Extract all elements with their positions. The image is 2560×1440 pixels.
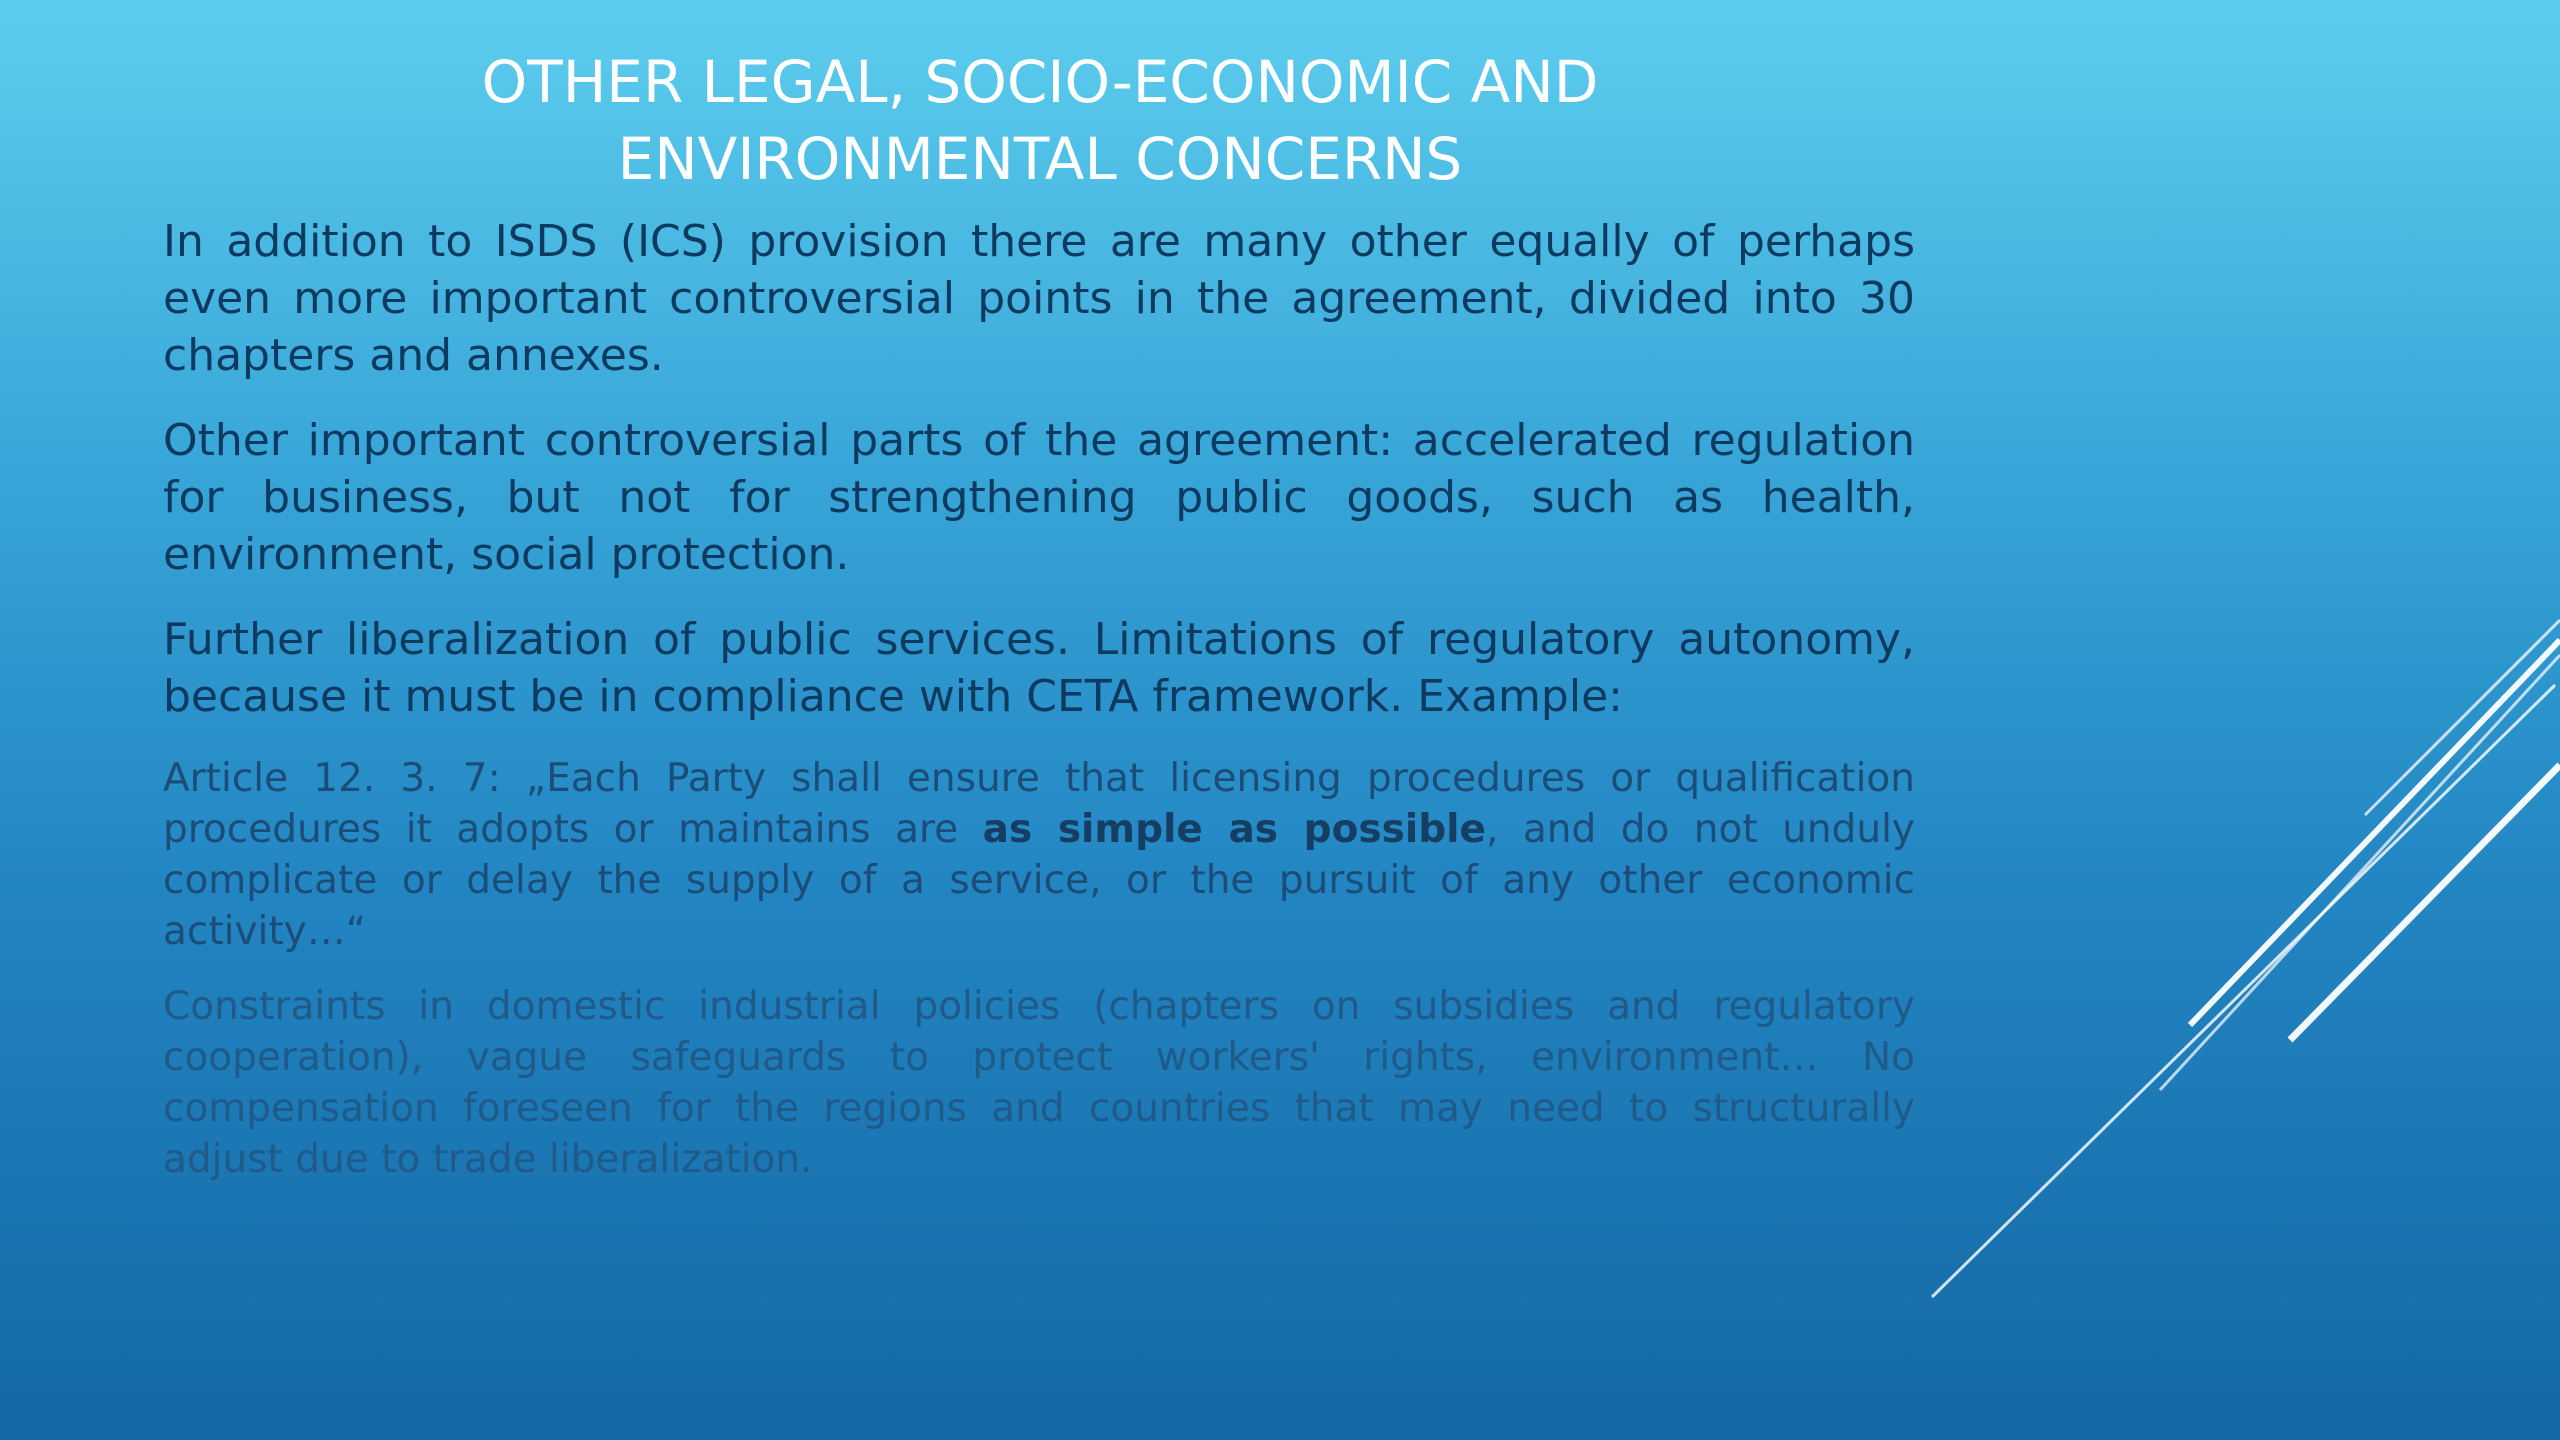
decor-line-3 (2160, 655, 2560, 1090)
title-line-2: ENVIRONMENTAL CONCERNS (617, 125, 1463, 193)
decor-line-4 (2290, 765, 2560, 1040)
decor-line-5 (1932, 685, 2555, 1297)
decor-line-1 (2365, 620, 2560, 815)
article-quote-end: , and do not unduly complicate or delay the supply of a service, or the pursuit of any other economic activity…“ (163, 807, 1915, 954)
article-quote-start: Article 12. 3. 7: „Each Party shall ensure that licensing procedures or qualification procedures it adopts or maintains are (163, 756, 1915, 852)
paragraph-article-quote (163, 753, 1915, 957)
paragraph-controversial-parts: Other important controversial parts of the agreement: accelerated regulation for business, but not for strengthening public goods, such as health, environment, social protection. (163, 415, 1915, 580)
title-line-1: OTHER LEGAL, SOCIO-ECONOMIC AND (481, 48, 1599, 116)
paragraph-liberalization: Further liberalization of public services. Limitations of regulatory autonomy, because it must be in compliance with CETA framework. Example: (163, 614, 1915, 722)
article-quote-emphasis: as simple as possible (982, 807, 1486, 852)
paragraph-isds: In addition to ISDS (ICS) provision there are many other equally of perhaps even more important controversial points in the agreement, divided into 30 chapters and annexes. (163, 216, 1915, 381)
decor-line-2 (2190, 640, 2560, 1025)
slide-body (163, 213, 1915, 1185)
slide-title (140, 44, 1940, 198)
paragraph-constraints: Constraints in domestic industrial policies (chapters on subsidies and regulatory cooperation), vague safeguards to protect workers' rights, environment… No compensation foreseen for the regions and countries that may need to structurally adjust due to trade liberalization. (163, 984, 1915, 1182)
